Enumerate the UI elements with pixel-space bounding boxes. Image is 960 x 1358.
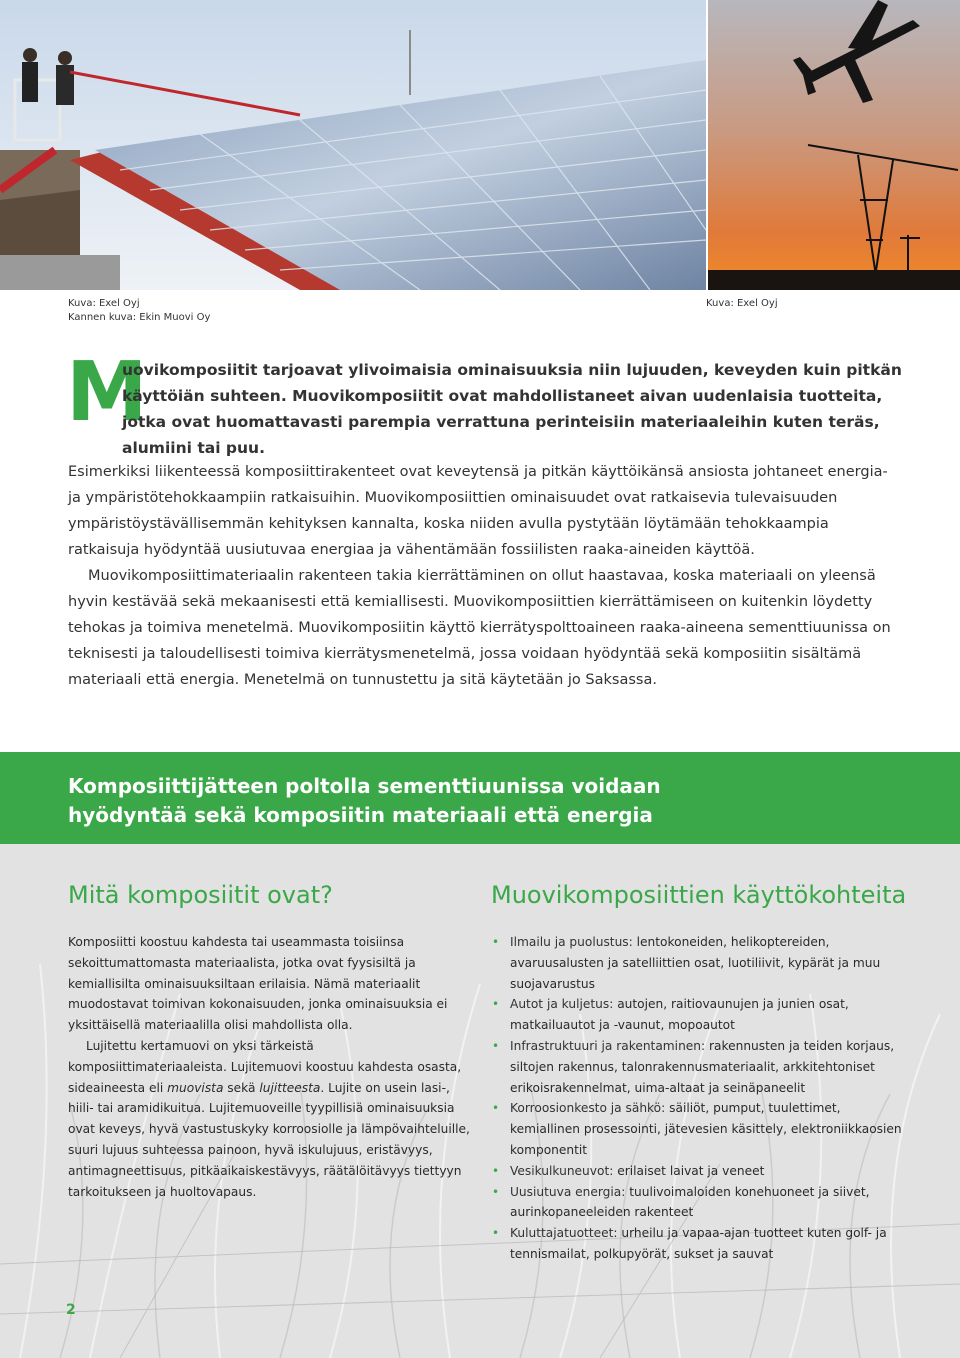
list-item xyxy=(492,1098,902,1160)
column1-text xyxy=(68,932,470,1202)
list-item-term: Autot ja kuljetus: xyxy=(510,997,614,1012)
list-item-text: urheilu ja vapaa-ajan tuotteet kuten golf- ja tennismailat, polkupyörät, sukset ja sauvat xyxy=(510,1226,887,1261)
drop-cap: M xyxy=(66,345,148,440)
bullet-icon: • xyxy=(492,1163,500,1178)
photo-caption-right: Kuva: Exel Oyj xyxy=(706,298,778,309)
list-item-term: Infrastruktuuri ja rakentaminen: xyxy=(510,1038,706,1053)
column1-paragraph-2 xyxy=(68,1036,470,1202)
body-paragraph-1: Esimerkiksi liikenteessä komposiittirakenteet ovat keveytensä ja pitkän käyttöikänsä ansiosta johtaneet energia- ja ympäristötehokkaampiin ratkaisuihin. Muovikomposiittien ominaisuudet ovat ratkaisevia tulevaisuuden ympäristöystävällisemmän kehityksen kannalta, koska niiden avulla pystytään löytämään tehokkaampia ratkaisuja hyödyntää uusiutuvaa energiaa ja vähentämään fossiilisten raaka-aineiden käyttöä. xyxy=(68,464,888,558)
body-paragraph-2: Muovikomposiittimateriaalin rakenteen takia kierrättäminen on ollut haastavaa, koska materiaali on yleensä hyvin kestävää sekä mekaanisesti että kemiallisesti. Muovikomposiittien kierrättämiseen on kuitenkin löydetty tehokas ja toimiva menetelmä. Muovikomposiitin käyttö kierrätyspolttoaineen raaka-aineena sementtiuunissa on teknisesti ja taloudellisesti toimiva kierrätysmenetelmä, jossa voidaan hyödyntää sekä komposiitin sisältämä materiaali että energia. Menetelmä on tunnustettu ja sitä käytetään jo Saksassa. xyxy=(68,568,891,688)
list-item-term: Korroosionkesto ja sähkö: xyxy=(510,1101,666,1116)
list-item xyxy=(492,1223,902,1265)
list-item xyxy=(492,994,902,1036)
list-item-term: Uusiutuva energia: xyxy=(510,1184,626,1199)
banner-line-2: hyödyntää sekä komposiitin materiaali että energia xyxy=(68,803,653,827)
bullet-icon: • xyxy=(492,1101,500,1116)
lead-paragraph: uovikomposiitit tarjoavat ylivoimaisia ominaisuuksia niin lujuuden, keveyden kuin pitkän käyttöiän suhteen. Muovikomposiitit ovat mahdollistaneet aivan uudenlaisia tuotteita, jotka ovat huomattavasti parempia verrattuna perinteisiin materiaaleihin kuten teräs, alumiini tai puu. xyxy=(122,361,902,457)
list-item xyxy=(492,1161,902,1182)
list-item-text: lentokoneiden, helikoptereiden, avaruusalusten ja satelliittien osat, luotiliivit, kypärät ja muu suojavarustus xyxy=(510,935,881,991)
banner-line-1: Komposiittijätteen poltolla sementtiuunissa voidaan xyxy=(68,774,661,798)
p2-emphasis-lujitteesta: lujitteesta xyxy=(259,1080,321,1095)
bullet-icon: • xyxy=(492,1184,500,1199)
list-item-text: säiliöt, pumput, tuulettimet, kemiallinen prosessointi, jätevesien käsittely, elektroniikkaosien komponentit xyxy=(510,1101,902,1157)
uses-list xyxy=(492,932,902,1265)
list-item xyxy=(492,1036,902,1098)
p2-emphasis-muovista: muovista xyxy=(167,1080,224,1095)
p2-part-a: Lujitettu kertamuovi on yksi tärkeistä komposiittimateriaaleista. Lujitemuovi koostuu kahdesta osasta, sideaineesta eli xyxy=(68,1038,462,1095)
solar-roof-photo xyxy=(0,0,706,290)
list-item-term: Vesikulkuneuvot: xyxy=(510,1163,614,1178)
bullet-icon: • xyxy=(492,1038,500,1053)
photo-caption-left xyxy=(68,297,210,325)
list-item-text: erilaiset laivat ja veneet xyxy=(613,1163,765,1178)
caption-left-line2: Kannen kuva: Ekin Muovi Oy xyxy=(68,312,211,323)
p2-part-c: . Lujite on usein lasi-, hiili- tai aramidikuitua. Lujitemuoveille tyypillisiä ominaisuuksia ovat keveys, hyvä vastustuskyky korroosiolle ja lämpövaihteluille, suuri lujuus suhteessa painoon, hyvä iskulujuus, eristävyys, antimagneettisuus, pitkäaikaiskestävyys, räätälöitävyys tiettyyn tarkoitukseen ja huoltovapaus. xyxy=(68,1080,470,1199)
list-item xyxy=(492,1182,902,1224)
bullet-icon: • xyxy=(492,997,500,1012)
list-item-text: rakennusten ja teiden korjaus, siltojen rakennus, talonrakennusmateriaalit, arkkitehtoniset erikoisrakennelmat, uima-altaat ja seinäpaneelit xyxy=(510,1038,895,1095)
bullet-icon: • xyxy=(492,1226,500,1241)
column1-paragraph-1: Komposiitti koostuu kahdesta tai useammasta toisiinsa sekoittumattomasta materiaalista, jotka ovat fyysisiltä ja kemiallisilta ominaisuuksiltaan erilaisia. Nämä materiaalit muodostavat toimivan kokonaisuuden, jonka ominaisuuksia ei yksittäisellä materiaalilla olisi mahdollista olla. xyxy=(68,935,448,1033)
highlight-banner xyxy=(0,752,960,844)
body-text xyxy=(68,459,896,693)
column1-heading: Mitä komposiitit ovat? xyxy=(68,881,333,909)
caption-left-line1: Kuva: Exel Oyj xyxy=(68,298,140,309)
p2-part-b: sekä xyxy=(223,1080,260,1095)
list-item xyxy=(492,932,902,994)
airplane-sunset-photo xyxy=(708,0,960,290)
bullet-icon: • xyxy=(492,935,500,949)
list-item-text: autojen, raitiovaunujen ja junien osat, matkailuautot ja -vaunut, mopoautot xyxy=(510,997,849,1033)
banner-heading xyxy=(68,772,668,830)
list-item-term: Ilmailu ja puolustus: xyxy=(510,935,633,949)
list-item-text: tuulivoimaloiden konehuoneet ja siivet, aurinkopaneeleiden rakenteet xyxy=(510,1184,870,1220)
page-number: 2 xyxy=(66,1302,76,1318)
list-item-term: Kuluttajatuotteet: xyxy=(510,1226,618,1241)
column2-heading: Muovikomposiittien käyttökohteita xyxy=(491,881,907,909)
